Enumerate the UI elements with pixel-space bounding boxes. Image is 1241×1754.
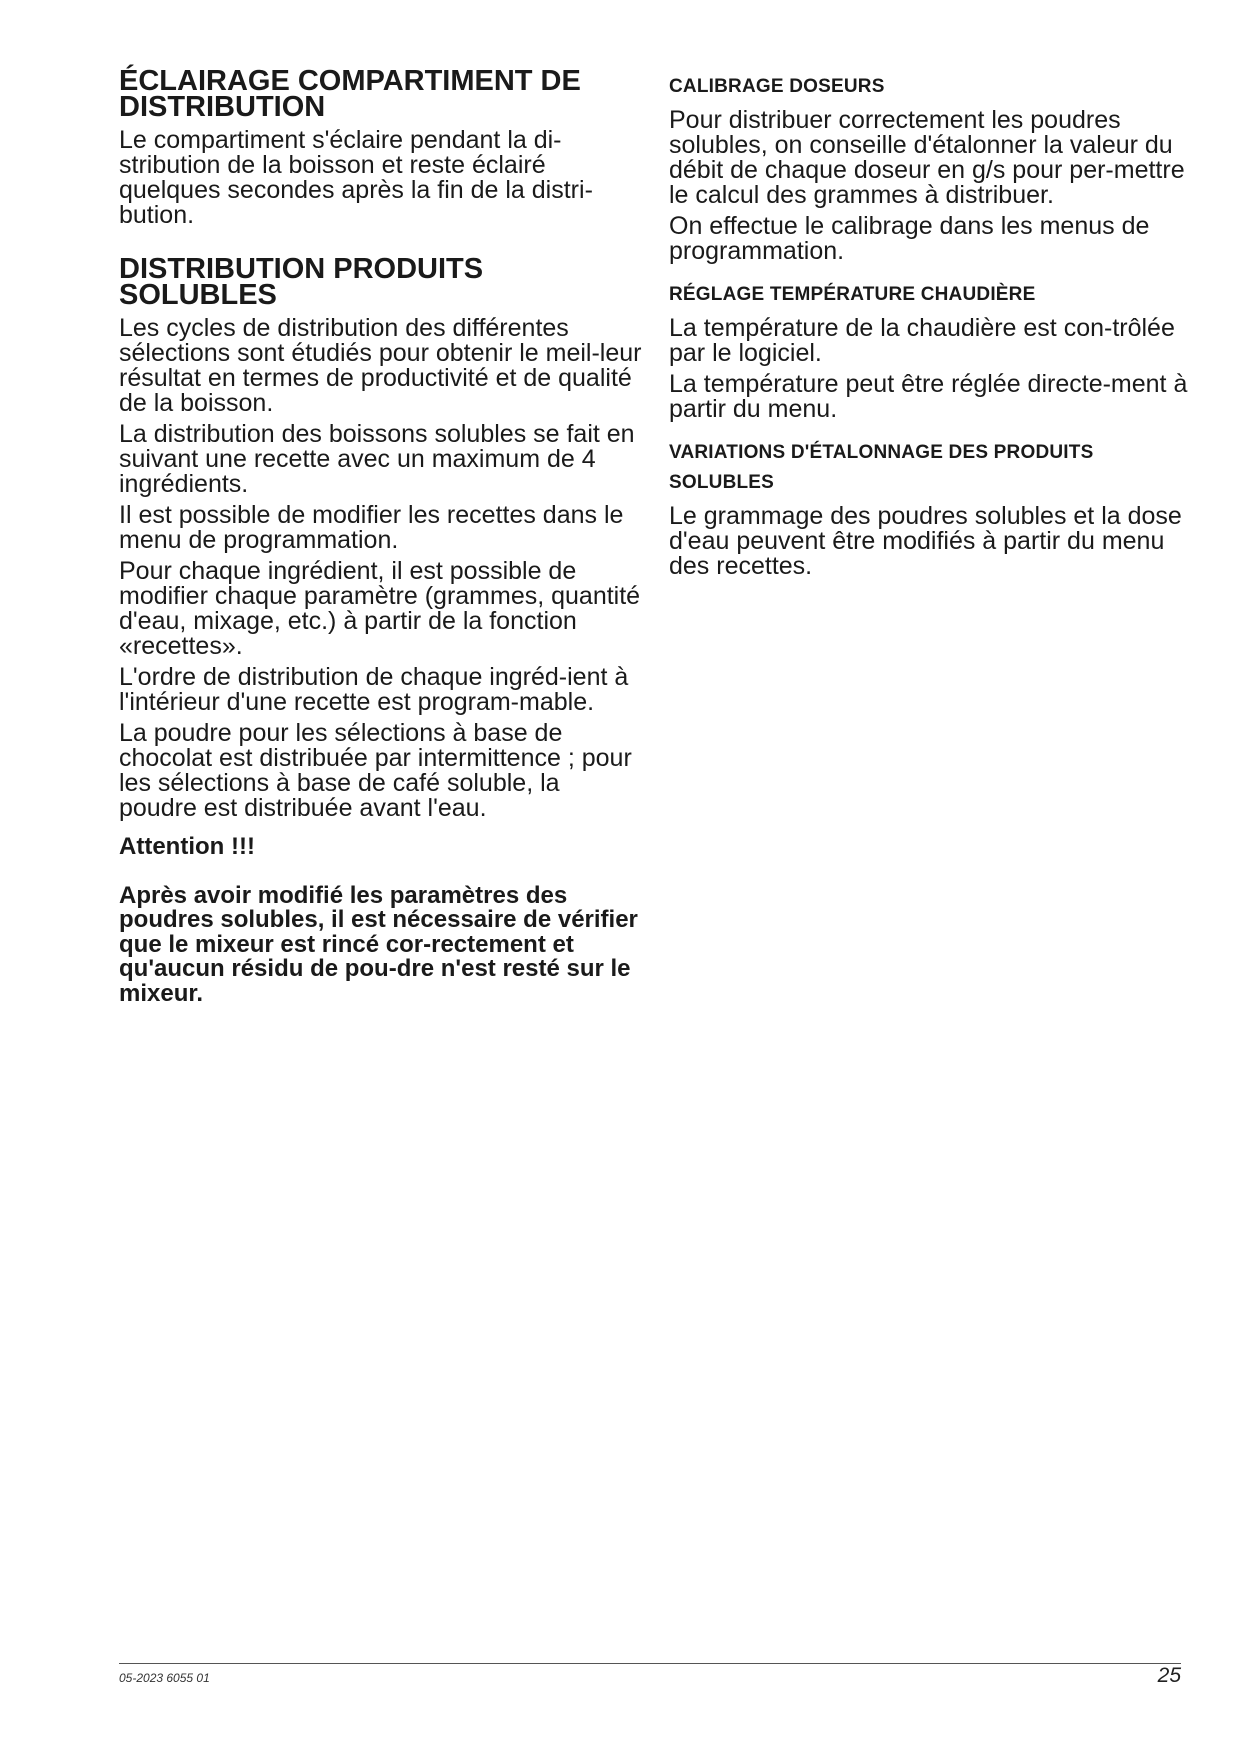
footer-divider xyxy=(119,1663,1181,1664)
section-title-reglage: RÉGLAGE TEMPÉRATURE CHAUDIÈRE xyxy=(669,284,1036,305)
section-title-eclairage xyxy=(119,65,644,123)
paragraph: Le compartiment s'éclaire pendant la di-stribution de la boisson et reste éclairé quelques secondes après la fin de la distri-bution. xyxy=(119,126,593,229)
right-column xyxy=(669,72,1199,585)
section-title-distribution-solubles xyxy=(119,253,644,311)
left-column xyxy=(119,65,644,1007)
paragraph: Pour chaque ingrédient, il est possible de modifier chaque paramètre (grammes, quantité d'eau, mixage, etc.) à partir de la fonction «recettes». xyxy=(119,557,641,660)
paragraph: La température peut être réglée directe-ment à partir du menu. xyxy=(669,370,1188,423)
paragraph: La température de la chaudière est con-trôlée par le logiciel. xyxy=(669,314,1175,367)
title-line-1: VARIATIONS D'ÉTALONNAGE DES PRODUITS xyxy=(669,442,1094,463)
paragraph: Pour distribuer correctement les poudres solubles, on conseille d'étalonner la valeur du débit de chaque doseur en g/s pour per-mettre le calcul des grammes à distribuer. xyxy=(669,106,1185,209)
title-line-1: ÉCLAIRAGE COMPARTIMENT DE xyxy=(119,65,581,97)
document-code: 05-2023 6055 01 xyxy=(119,1671,210,1685)
paragraph: La distribution des boissons solubles se fait en suivant une recette avec un maximum de 4 ingrédients. xyxy=(119,420,635,498)
section-title-calibrage: CALIBRAGE DOSEURS xyxy=(669,76,885,97)
section-title-variations xyxy=(669,438,1199,498)
title-line-2: SOLUBLES xyxy=(669,472,775,493)
title-line-1: DISTRIBUTION PRODUITS xyxy=(119,253,484,285)
title-line-2: DISTRIBUTION xyxy=(119,91,326,123)
paragraph: Les cycles de distribution des différentes sélections sont étudiés pour obtenir le meil-leur résultat en termes de productivité et de qualité de la boisson. xyxy=(119,314,642,417)
paragraph: Il est possible de modifier les recettes dans le menu de programmation. xyxy=(119,501,624,554)
paragraph: On effectue le calibrage dans les menus de programmation. xyxy=(669,212,1150,265)
title-line-2: SOLUBLES xyxy=(119,279,277,311)
attention-label: Attention !!! xyxy=(119,833,255,860)
paragraph: La poudre pour les sélections à base de chocolat est distribuée par intermittence ; pour les sélections à base de café soluble, la poudre est distribuée avant l'eau. xyxy=(119,719,632,822)
warning-text: Après avoir modifié les paramètres des poudres solubles, il est nécessaire de vérifier que le mixeur est rincé cor-rectement et qu'aucun résidu de pou-dre n'est resté sur le mixeur. xyxy=(119,881,638,1007)
paragraph: L'ordre de distribution de chaque ingréd-ient à l'intérieur d'une recette est program-mable. xyxy=(119,663,629,716)
paragraph: Le grammage des poudres solubles et la dose d'eau peuvent être modifiés à partir du menu des recettes. xyxy=(669,502,1182,580)
page-number: 25 xyxy=(1157,1664,1181,1687)
